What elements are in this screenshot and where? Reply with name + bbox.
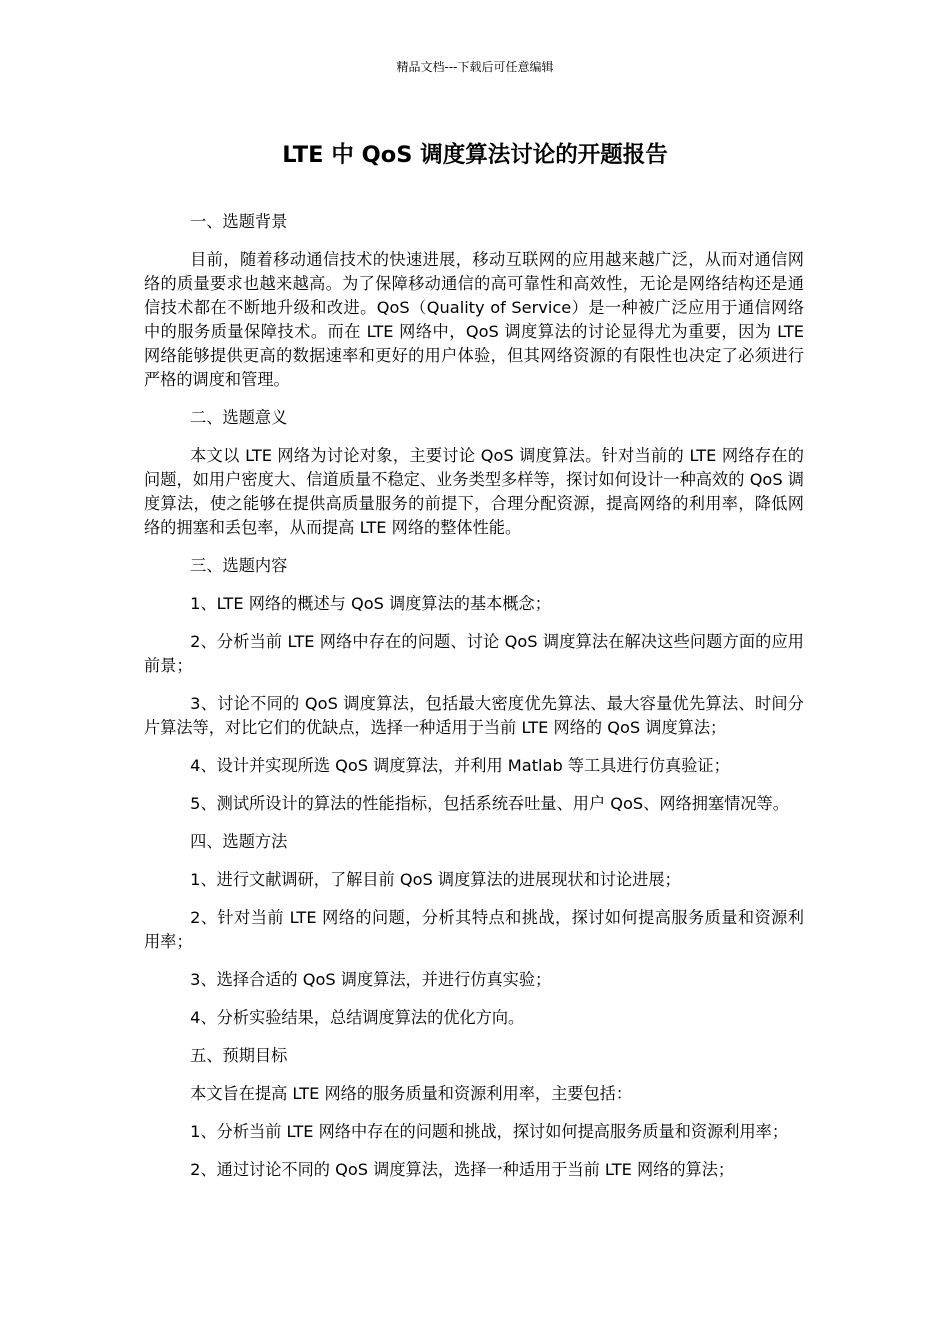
document-body (144, 210, 804, 1196)
section-heading-background: 一、选题背景 (190, 212, 288, 231)
list-item: 5、测试所设计的算法的性能指标，包括系统吞吐量、用户 QoS、网络拥塞情况等。 (190, 794, 789, 813)
page-header-note: 精品文档---下载后可任意编辑 (396, 60, 554, 74)
paragraph-significance: 本文以 LTE 网络为讨论对象，主要讨论 QoS 调度算法。针对当前的 LTE 网络存在的问题，如用户密度大、信道质量不稳定、业务类型多样等，探讨如何设计一种高效的 QoS 调度算法，使之能够在提供高质量服务的前提下，合理分配资源，提高网络的利用率，降低网络的拥塞和丢包率，从而提高 LTE 网络的整体性能。 (144, 446, 804, 537)
list-item: 3、讨论不同的 QoS 调度算法，包括最大密度优先算法、最大容量优先算法、时间分片算法等，对比它们的优缺点，选择一种适用于当前 LTE 网络的 QoS 调度算法； (144, 694, 804, 737)
list-item: 1、分析当前 LTE 网络中存在的问题和挑战，探讨如何提高服务质量和资源利用率； (190, 1122, 789, 1141)
list-item: 1、进行文献调研，了解目前 QoS 调度算法的进展现状和讨论进展； (190, 870, 681, 889)
list-item: 2、针对当前 LTE 网络的问题，分析其特点和挑战，探讨如何提高服务质量和资源利用率； (144, 908, 804, 951)
section-heading-method: 四、选题方法 (190, 832, 288, 851)
list-item: 1、LTE 网络的概述与 QoS 调度算法的基本概念； (190, 594, 551, 613)
section-heading-significance: 二、选题意义 (190, 408, 288, 427)
list-item: 4、设计并实现所选 QoS 调度算法，并利用 Matlab 等工具进行仿真验证； (190, 756, 730, 775)
list-item: 3、选择合适的 QoS 调度算法，并进行仿真实验； (190, 970, 552, 989)
list-item: 2、通过讨论不同的 QoS 调度算法，选择一种适用于当前 LTE 网络的算法； (190, 1160, 735, 1179)
paragraph-goals-intro: 本文旨在提高 LTE 网络的服务质量和资源利用率，主要包括： (190, 1084, 633, 1103)
document-title: LTE 中 QoS 调度算法讨论的开题报告 (282, 142, 668, 168)
paragraph-background: 目前，随着移动通信技术的快速进展，移动互联网的应用越来越广泛，从而对通信网络的质量要求也越来越高。为了保障移动通信的高可靠性和高效性，无论是网络结构还是通信技术都在不断地升级和改进。QoS（Quality of Service）是一种被广泛应用于通信网络中的服务质量保障技术。而在 LTE 网络中，QoS 调度算法的讨论显得尤为重要，因为 LTE 网络能够提供更高的数据速率和更好的用户体验，但其网络资源的有限性也决定了必须进行严格的调度和管理。 (144, 250, 804, 389)
section-heading-goals: 五、预期目标 (190, 1046, 288, 1065)
list-item: 4、分析实验结果，总结调度算法的优化方向。 (190, 1008, 525, 1027)
section-heading-content: 三、选题内容 (190, 556, 288, 575)
list-item: 2、分析当前 LTE 网络中存在的问题、讨论 QoS 调度算法在解决这些问题方面的应用前景； (144, 632, 804, 675)
